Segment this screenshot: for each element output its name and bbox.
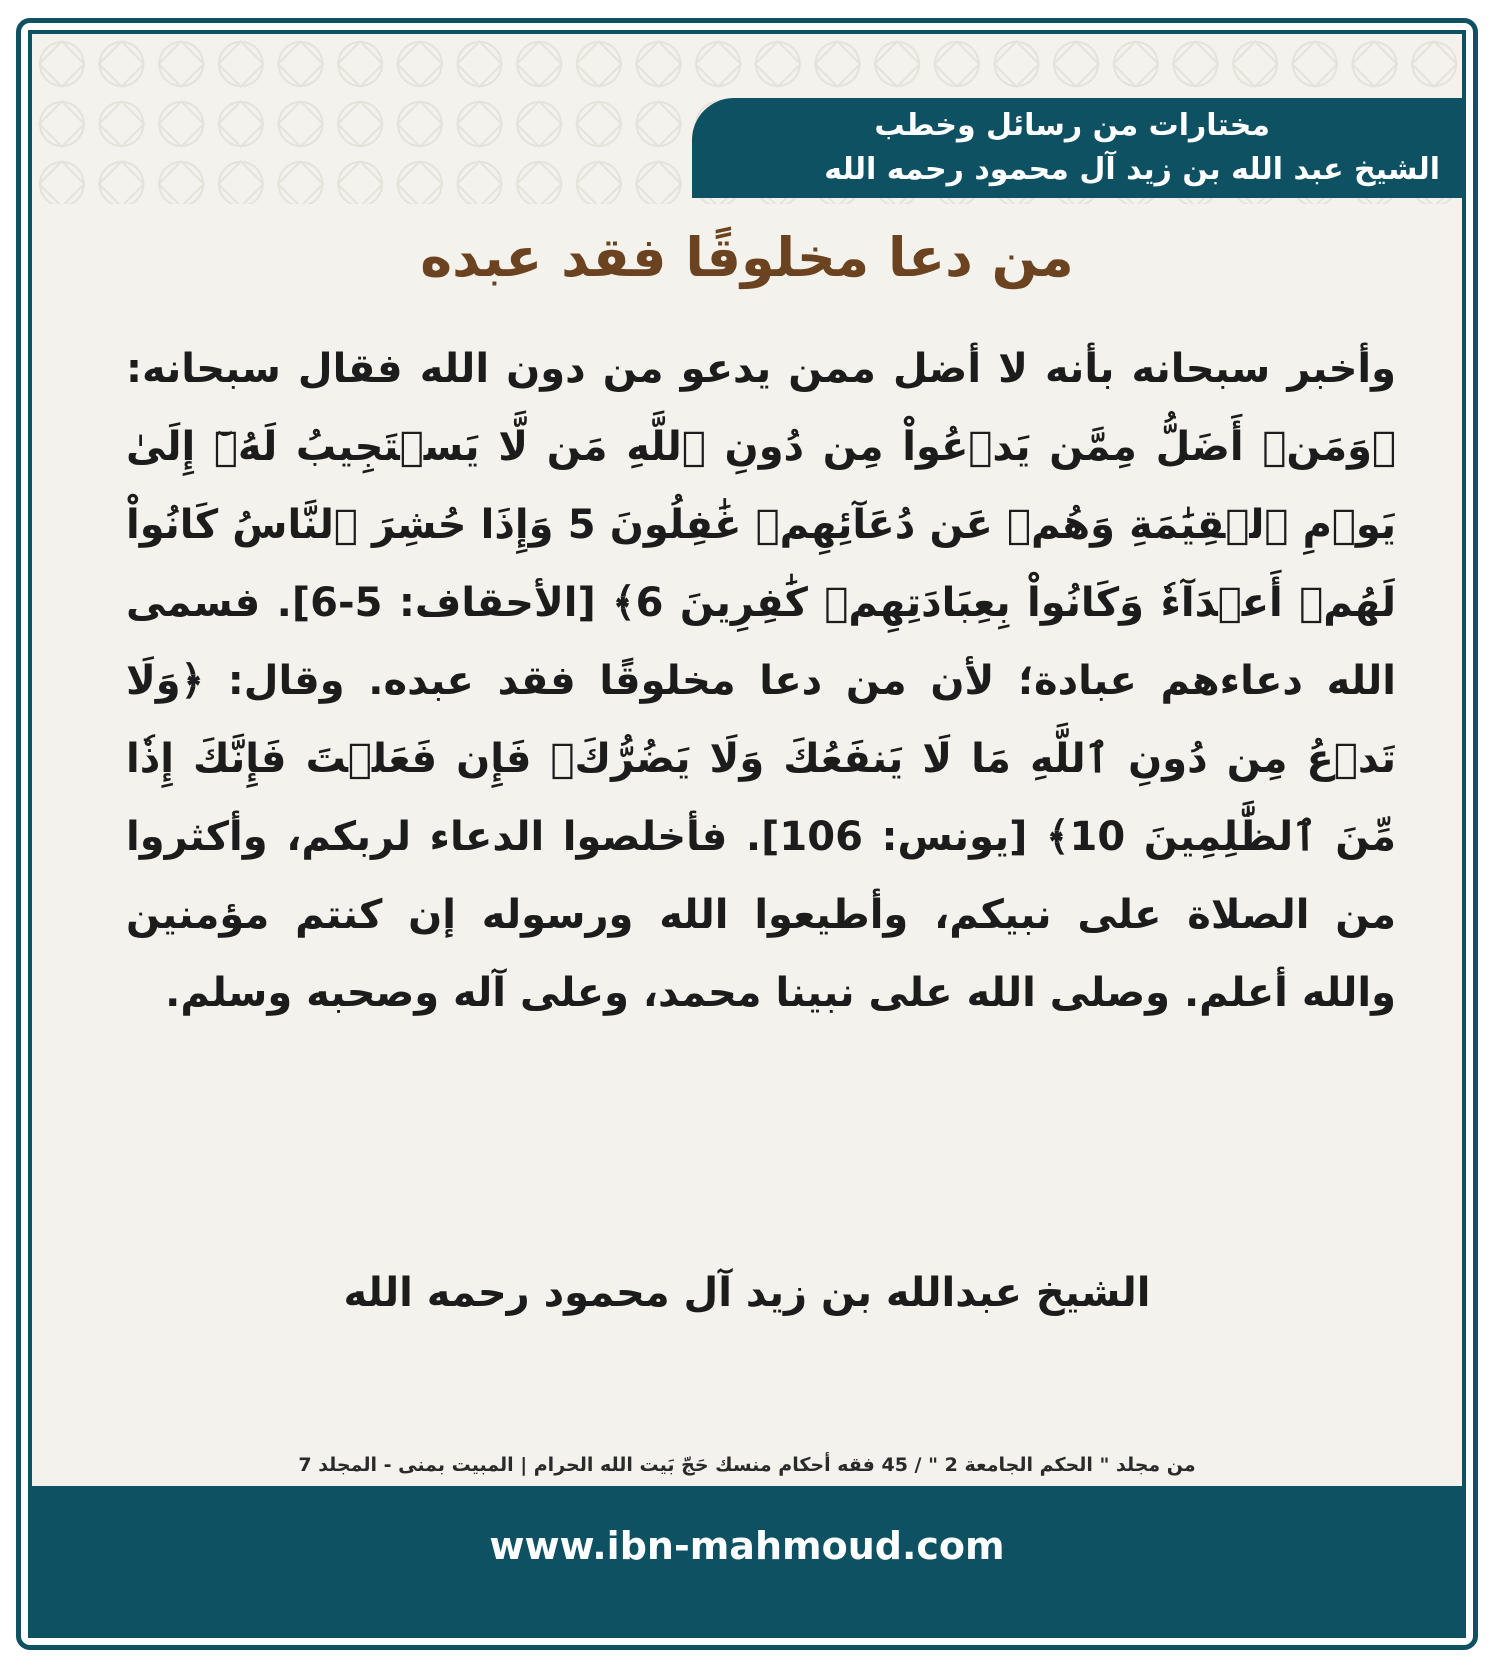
body-text: وأخبر سبحانه بأنه لا أضل ممن يدعو من دون الله فقال سبحانه: ﴿وَمَنۡ أَضَلُّ مِمَّن يَدۡعُواْ مِن دُونِ ٱللَّهِ مَن لَّا يَسۡتَجِيبُ لَهُۥٓ إِلَىٰ يَوۡمِ ٱلۡقِيَٰمَةِ وَهُمۡ عَن دُعَآئِهِمۡ غَٰفِلُونَ 5 وَإِذَا حُشِرَ ٱلنَّاسُ كَانُواْ لَهُمۡ أَعۡدَآءٗ وَكَانُواْ بِعِبَادَتِهِمۡ كَٰفِرِينَ 6﴾ [الأحقاف: 5-6]. فسمى الله دعاءهم عبادة؛ لأن من دعا مخلوقًا فقد عبده. وقال: ﴿وَلَا تَدۡعُ مِن دُونِ ٱللَّهِ مَا لَا يَنفَعُكَ وَلَا يَضُرُّكَۖ فَإِن فَعَلۡتَ فَإِنَّكَ إِذٗا مِّنَ ٱلظَّٰلِمِينَ 10﴾ [يونس: 106]. فأخلصوا الدعاء لربكم، وأكثروا من الصلاة على نبيكم، وأطيعوا الله ورسوله إن كنتم مؤمنين والله أعلم. وصلى الله على نبينا محمد، وعلى آله وصحبه وسلم. xyxy=(126,346,1396,1016)
card xyxy=(28,30,1466,1638)
header-banner xyxy=(692,98,1462,198)
page-title: من دعا مخلوقًا فقد عبده xyxy=(420,226,1074,289)
signature: الشيخ عبدالله بن زيد آل محمود رحمه الله xyxy=(343,1270,1151,1316)
website-link[interactable]: www.ibn-mahmoud.com xyxy=(489,1524,1005,1568)
footer xyxy=(32,1486,1462,1634)
header-line-1: مختارات من رسائل وخطب xyxy=(874,108,1270,143)
source-citation: من مجلد " الحكم الجامعة 2 " / 45 فقه أحكام منسك حَجّ بَيت الله الحرام | المبيت بمنى - المجلد 7 xyxy=(298,1454,1196,1476)
header-line-2: الشيخ عبد الله بن زيد آل محمود رحمه الله xyxy=(824,152,1440,187)
